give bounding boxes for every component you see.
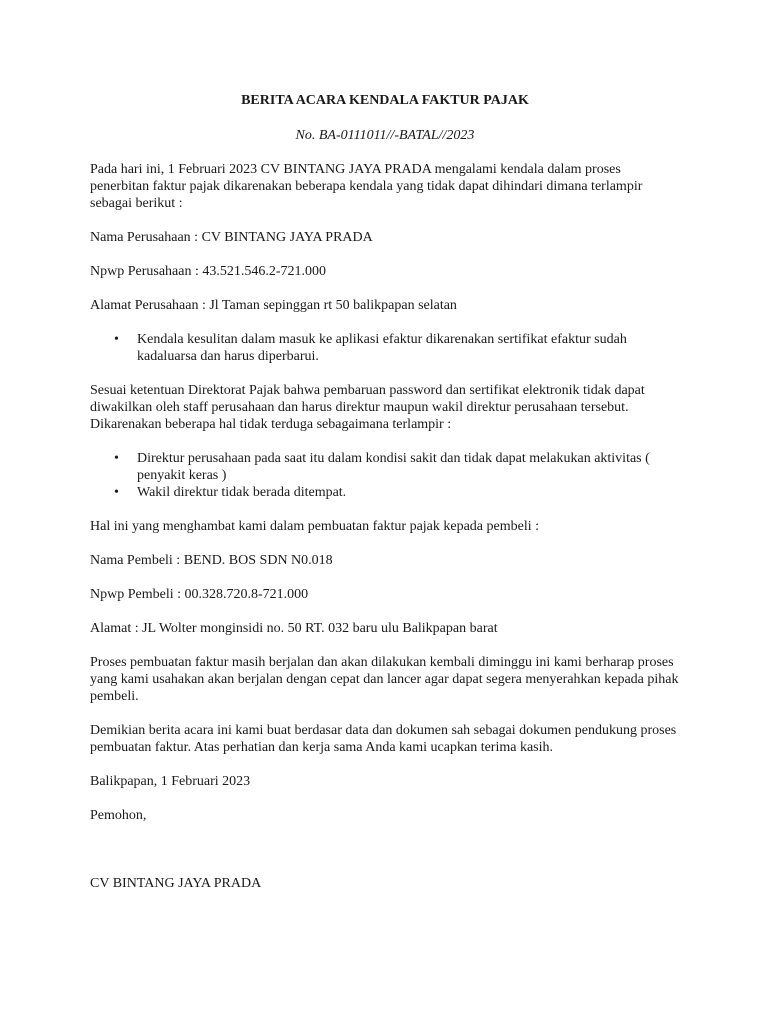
- process-paragraph: Proses pembuatan faktur masih berjalan dan akan dilakukan kembali diminggu ini kami berharap proses yang kami usahakan akan berjalan dengan cepat dan lancer agar dapat segera menyerahkan kepada pihak pembeli.: [90, 655, 679, 704]
- bullet-icon: •: [114, 332, 119, 347]
- signatory-name: CV BINTANG JAYA PRADA: [90, 876, 262, 891]
- company-address: Alamat Perusahaan : Jl Taman sepinggan rt 50 balikpapan selatan: [90, 298, 457, 313]
- reason-list: [90, 450, 680, 501]
- closing-paragraph: Demikian berita acara ini kami buat berdasar data dan dokumen sah sebagai dokumen pendukung proses pembuatan faktur. Atas perhatian dan kerja sama Anda kami ucapkan terima kasih.: [90, 723, 677, 755]
- buyer-address: Alamat : JL Wolter monginsidi no. 50 RT. 032 baru ulu Balikpapan barat: [90, 621, 498, 636]
- issue-text: Kendala kesulitan dalam masuk ke aplikasi efaktur dikarenakan sertifikat efaktur sudah kadaluarsa dan harus diperbarui.: [137, 332, 627, 364]
- bullet-icon: •: [114, 451, 119, 466]
- list-item: [90, 484, 680, 501]
- applicant-label: Pemohon,: [90, 808, 147, 823]
- list-item: [90, 450, 680, 484]
- document-number: No. BA-0111011//-BATAL//2023: [295, 128, 475, 143]
- company-npwp: Npwp Perusahaan : 43.521.546.2-721.000: [90, 264, 327, 279]
- regulation-paragraph: Sesuai ketentuan Direktorat Pajak bahwa pembaruan password dan sertifikat elektronik tidak dapat diwakilkan oleh staff perusahaan dan harus direktur maupun wakil direktur perusahaan tersebut. Dikarenakan beberapa hal tidak terduga sebagaimana terlampir :: [90, 383, 645, 432]
- reason-text: Direktur perusahaan pada saat itu dalam kondisi sakit dan tidak dapat melakukan aktivitas ( penyakit keras ): [137, 451, 650, 483]
- issue-list: [90, 331, 680, 365]
- list-item: [90, 331, 680, 365]
- company-name: Nama Perusahaan : CV BINTANG JAYA PRADA: [90, 230, 373, 245]
- place-date: Balikpapan, 1 Februari 2023: [90, 774, 251, 789]
- intro-paragraph: Pada hari ini, 1 Februari 2023 CV BINTANG JAYA PRADA mengalami kendala dalam proses penerbitan faktur pajak dikarenakan beberapa kendala yang tidak dapat dihindari dimana terlampir sebagai berikut :: [90, 162, 643, 211]
- bullet-icon: •: [114, 485, 119, 500]
- buyer-npwp: Npwp Pembeli : 00.328.720.8-721.000: [90, 587, 309, 602]
- reason-text: Wakil direktur tidak berada ditempat.: [137, 485, 347, 500]
- hindrance-paragraph: Hal ini yang menghambat kami dalam pembuatan faktur pajak kepada pembeli :: [90, 519, 540, 534]
- document-title: BERITA ACARA KENDALA FAKTUR PAJAK: [241, 93, 529, 108]
- document-body: [90, 92, 680, 892]
- buyer-name: Nama Pembeli : BEND. BOS SDN N0.018: [90, 553, 333, 568]
